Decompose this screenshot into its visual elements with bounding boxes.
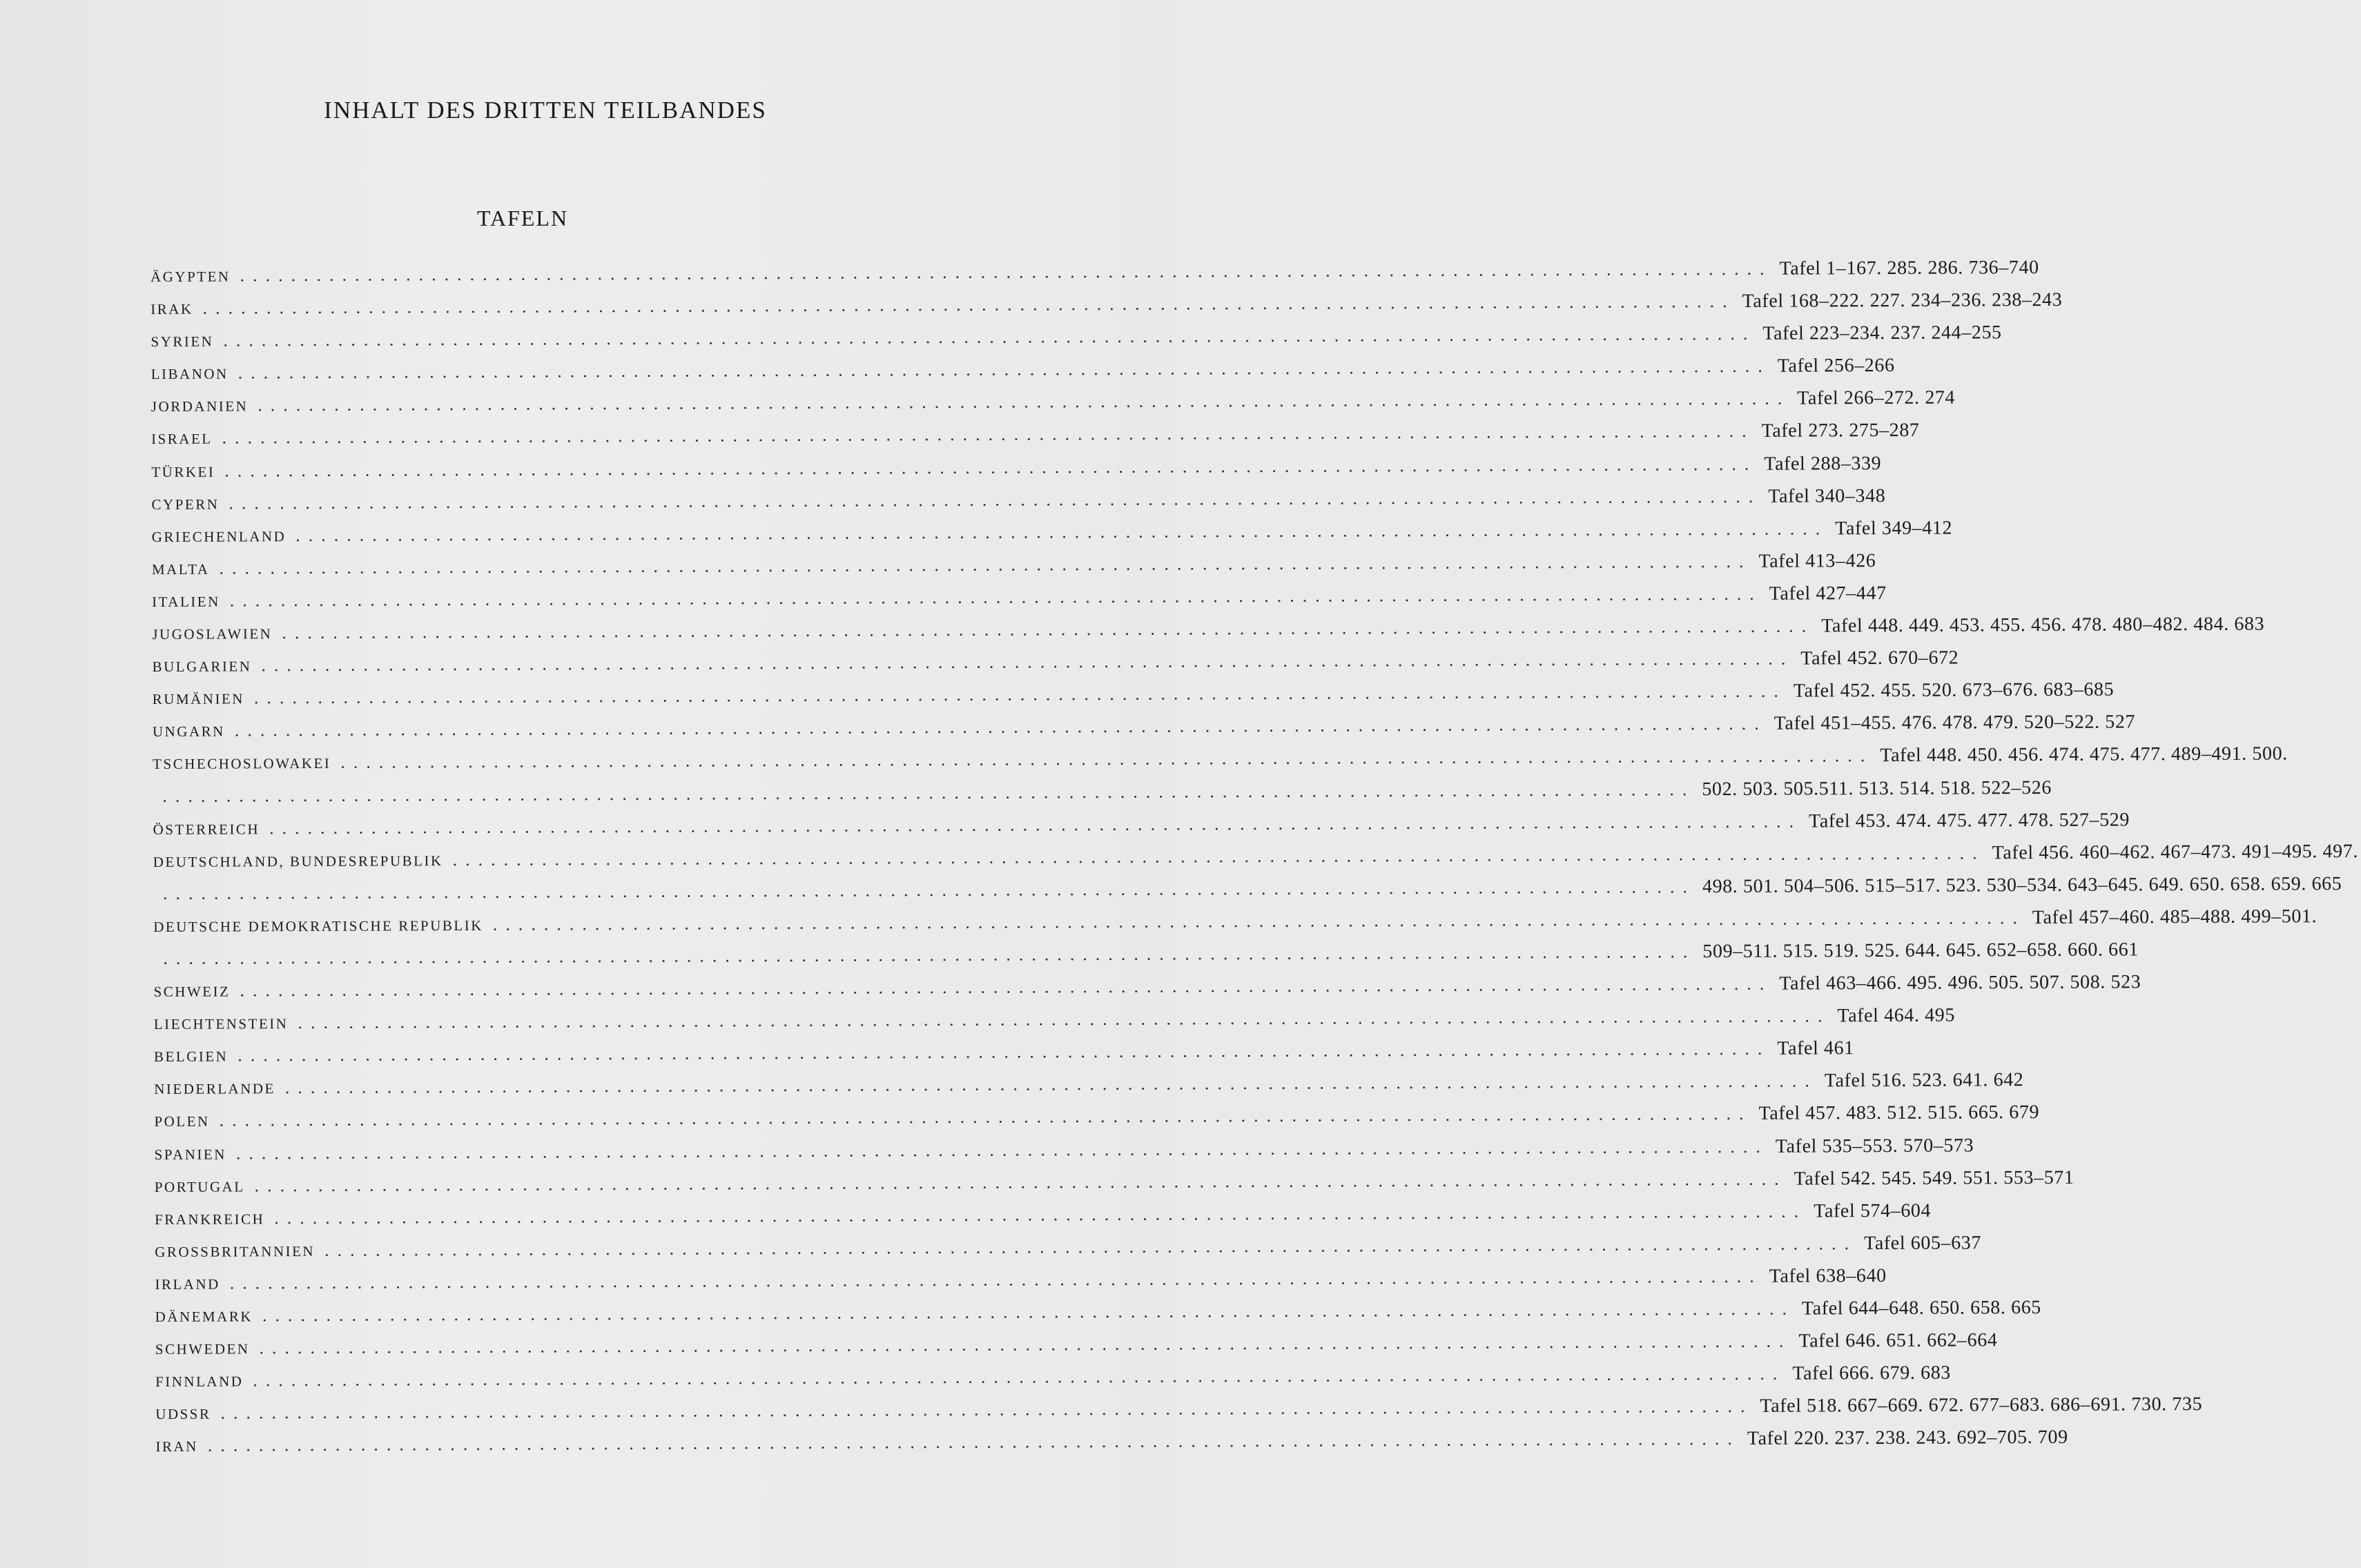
toc-pages: Tafel 646. 651. 662–664 (1798, 1329, 1998, 1352)
toc-entry (150, 386, 1956, 428)
toc-pages: 498. 501. 504–506. 515–517. 523. 530–534. 643–645. 649. 650. 658. 659. 665 (1702, 872, 2342, 897)
toc-pages: Tafel 427–447 (1769, 582, 1887, 605)
dot-leader: ........................................................................................................................ (235, 1136, 1769, 1164)
toc-country: NIEDERLANDE (154, 1080, 275, 1098)
dot-leader: ........................................................................................................................ (274, 1201, 1807, 1228)
toc-entry (153, 872, 2342, 915)
dot-leader: ........................................................................................................................ (162, 778, 1696, 806)
toc-country: JUGOSLAWIEN (152, 625, 273, 643)
toc-country: TÜRKEI (151, 463, 215, 480)
toc-pages: Tafel 453. 474. 475. 477. 478. 527–529 (1808, 809, 2130, 832)
dot-leader: ........................................................................................................................ (162, 876, 1696, 903)
toc-entry (154, 1069, 2024, 1110)
toc-pages: Tafel 464. 495 (1837, 1004, 1955, 1027)
toc-entry (153, 1037, 1854, 1077)
dot-leader: ........................................................................................................................ (220, 1396, 1753, 1423)
toc-country: DEUTSCHE DEMOKRATISCHE REPUBLIK (153, 917, 483, 935)
dot-leader: ........................................................................................................................ (452, 843, 1985, 870)
toc-country: MALTA (151, 560, 210, 578)
dot-leader: ........................................................................................................................ (237, 356, 1771, 383)
dot-leader: ........................................................................................................................ (240, 258, 1773, 286)
toc-entry (154, 1199, 1932, 1240)
toc-entry (150, 322, 2002, 362)
dot-leader: ........................................................................................................................ (240, 973, 1773, 1001)
toc-pages: Tafel 461 (1777, 1037, 1854, 1059)
toc-entry (155, 1362, 1951, 1402)
toc-entry (155, 1264, 1887, 1305)
toc-pages: Tafel 516. 523. 641. 642 (1824, 1069, 2024, 1092)
dot-leader: ........................................................................................................................ (324, 1233, 1858, 1260)
toc-entry (152, 711, 2136, 753)
dot-leader: ........................................................................................................................ (269, 811, 1803, 838)
dot-leader: ........................................................................................................................ (295, 518, 1829, 545)
dot-leader: ........................................................................................................................ (258, 389, 1791, 415)
toc-pages: Tafel 340–348 (1768, 484, 1886, 507)
dot-leader: ........................................................................................................................ (163, 941, 1696, 968)
toc-pages: Tafel 456. 460–462. 467–473. 491–495. 497. (1992, 840, 2358, 864)
toc-pages: Tafel 168–222. 227. 234–236. 238–243 (1742, 289, 2063, 313)
toc-entry (154, 1135, 1974, 1175)
dot-leader: ........................................................................................................................ (253, 680, 1787, 708)
toc-entry (153, 809, 2130, 850)
toc-entry (153, 776, 2052, 818)
toc-pages: Tafel 666. 679. 683 (1792, 1362, 1951, 1384)
toc-country: PORTUGAL (154, 1178, 245, 1195)
dot-leader: ........................................................................................................................ (222, 421, 1755, 449)
table-of-contents (150, 257, 2358, 1467)
toc-country: ISRAEL (151, 431, 213, 448)
toc-entry (153, 743, 2288, 785)
toc-country: GROSSBRITANNIEN (155, 1242, 315, 1260)
dot-leader: ........................................................................................................................ (261, 648, 1794, 676)
toc-country: DEUTSCHLAND, BUNDESREPUBLIK (153, 852, 443, 870)
toc-entry (150, 257, 2039, 297)
toc-country: CYPERN (151, 496, 220, 513)
toc-country: SCHWEDEN (155, 1340, 250, 1358)
toc-country: GRIECHENLAND (151, 527, 286, 545)
toc-country: SCHWEIZ (153, 983, 231, 1001)
toc-entry (150, 289, 2063, 330)
dot-leader: ........................................................................................................................ (219, 1104, 1752, 1131)
toc-pages: Tafel 574–604 (1814, 1199, 1932, 1222)
toc-entry (154, 1166, 2075, 1208)
dot-leader: ........................................................................................................................ (224, 453, 1758, 481)
toc-entry (153, 905, 2318, 948)
toc-entry (151, 549, 1876, 590)
toc-pages: Tafel 463–466. 495. 496. 505. 507. 508. 523 (1779, 971, 2141, 994)
toc-entry (150, 355, 1895, 395)
toc-entry (153, 840, 2358, 883)
toc-country: FINNLAND (155, 1373, 244, 1391)
toc-country: IRLAND (155, 1275, 220, 1293)
toc-pages: Tafel 605–637 (1863, 1232, 1982, 1254)
toc-country: POLEN (154, 1113, 210, 1130)
dot-leader: ........................................................................................................................ (229, 583, 1762, 611)
toc-pages: Tafel 451–455. 476. 478. 479. 520–522. 527 (1774, 711, 2136, 735)
toc-entry (151, 484, 1886, 525)
toc-pages: Tafel 457. 483. 512. 515. 665. 679 (1758, 1101, 2040, 1125)
toc-country: BELGIEN (153, 1048, 229, 1066)
dot-leader: ........................................................................................................................ (253, 1363, 1786, 1391)
dot-leader: ........................................................................................................................ (229, 1266, 1762, 1293)
dot-leader: ........................................................................................................................ (207, 1429, 1740, 1456)
section-title: TAFELN (476, 206, 569, 231)
toc-pages: Tafel 288–339 (1764, 452, 1882, 475)
toc-pages: Tafel 273. 275–287 (1761, 420, 1920, 442)
toc-country: SPANIEN (154, 1146, 226, 1163)
toc-pages: Tafel 542. 545. 549. 551. 553–571 (1794, 1166, 2075, 1190)
dot-leader: ........................................................................................................................ (219, 551, 1752, 578)
toc-entry (151, 420, 1920, 460)
toc-pages: Tafel 518. 667–669. 672. 677–683. 686–691. 730. 735 (1760, 1393, 2203, 1418)
toc-country: ÄGYPTEN (150, 268, 231, 285)
toc-entry (155, 1393, 2203, 1435)
toc-pages: Tafel 266–272. 274 (1797, 386, 1956, 409)
toc-pages: Tafel 256–266 (1777, 355, 1895, 377)
dot-leader: ........................................................................................................................ (259, 1331, 1792, 1358)
toc-pages: 502. 503. 505.511. 513. 514. 518. 522–526 (1702, 776, 2052, 800)
toc-country: FRANKREICH (154, 1211, 265, 1228)
toc-country: JORDANIEN (150, 398, 249, 415)
toc-entry (151, 517, 1953, 558)
toc-pages: Tafel 457–460. 485–488. 499–501. (2032, 905, 2318, 928)
toc-country: UNGARN (152, 723, 225, 741)
toc-pages: Tafel 413–426 (1758, 549, 1876, 572)
toc-entry (153, 1004, 1955, 1045)
toc-entry (152, 678, 2115, 720)
toc-country: RUMÄNIEN (152, 690, 244, 708)
dot-leader: ........................................................................................................................ (298, 1006, 1831, 1033)
toc-pages: Tafel 1–167. 285. 286. 736–740 (1779, 257, 2039, 280)
toc-pages: Tafel 220. 237. 238. 243. 692–705. 709 (1747, 1427, 2068, 1450)
toc-entry (155, 1427, 2068, 1468)
toc-country: SYRIEN (150, 333, 214, 351)
toc-country: DÄNEMARK (155, 1308, 253, 1325)
toc-country: BULGARIEN (152, 658, 252, 676)
dot-leader: ........................................................................................................................ (234, 714, 1767, 741)
toc-pages: Tafel 535–553. 570–573 (1775, 1135, 1974, 1157)
toc-country: LIBANON (150, 365, 229, 383)
toc-entry (153, 939, 2139, 980)
toc-pages: Tafel 644–648. 650. 658. 665 (1801, 1297, 2041, 1320)
toc-entry (155, 1329, 1998, 1370)
dot-leader: ........................................................................................................................ (282, 616, 1815, 643)
toc-pages: Tafel 448. 450. 456. 474. 475. 477. 489–491. 500. (1880, 743, 2288, 767)
toc-entry (151, 452, 1882, 493)
page-heading: INHALT DES DRITTEN TEILBANDES (324, 97, 767, 124)
toc-country: ITALIEN (152, 593, 220, 610)
toc-country: ÖSTERREICH (153, 820, 260, 838)
dot-leader: ........................................................................................................................ (229, 486, 1762, 513)
toc-pages: Tafel 223–234. 237. 244–255 (1762, 322, 2002, 344)
toc-entry (155, 1232, 1982, 1273)
dot-leader: ........................................................................................................................ (284, 1070, 1818, 1098)
toc-entry (152, 582, 1887, 623)
toc-entry (152, 647, 1959, 687)
toc-country: IRAN (155, 1438, 198, 1456)
toc-pages: Tafel 452. 670–672 (1800, 647, 1959, 669)
dot-leader: ........................................................................................................................ (202, 291, 1736, 318)
toc-pages: Tafel 638–640 (1769, 1264, 1887, 1287)
toc-country: IRAK (150, 300, 193, 318)
dot-leader: ........................................................................................................................ (254, 1168, 1787, 1195)
toc-country: LIECHTENSTEIN (153, 1015, 289, 1033)
toc-entry (155, 1297, 2041, 1337)
dot-leader: ........................................................................................................................ (237, 1039, 1771, 1066)
toc-country: TSCHECHOSLOWAKEI (153, 755, 331, 773)
dot-leader: ........................................................................................................................ (223, 324, 1756, 351)
toc-entry (154, 1101, 2040, 1143)
toc-entry (152, 613, 2265, 655)
dot-leader: ........................................................................................................................ (340, 745, 1874, 773)
toc-pages: 509–511. 515. 519. 525. 644. 645. 652–658. 660. 661 (1702, 939, 2139, 963)
dot-leader: ........................................................................................................................ (492, 908, 2025, 934)
toc-pages: Tafel 452. 455. 520. 673–676. 683–685 (1793, 678, 2115, 702)
dot-leader: ........................................................................................................................ (262, 1298, 1796, 1326)
toc-pages: Tafel 448. 449. 453. 455. 456. 478. 480–482. 484. 683 (1821, 613, 2265, 637)
toc-pages: Tafel 349–412 (1835, 517, 1953, 540)
toc-country: UDSSR (155, 1405, 211, 1423)
toc-entry (153, 971, 2141, 1012)
